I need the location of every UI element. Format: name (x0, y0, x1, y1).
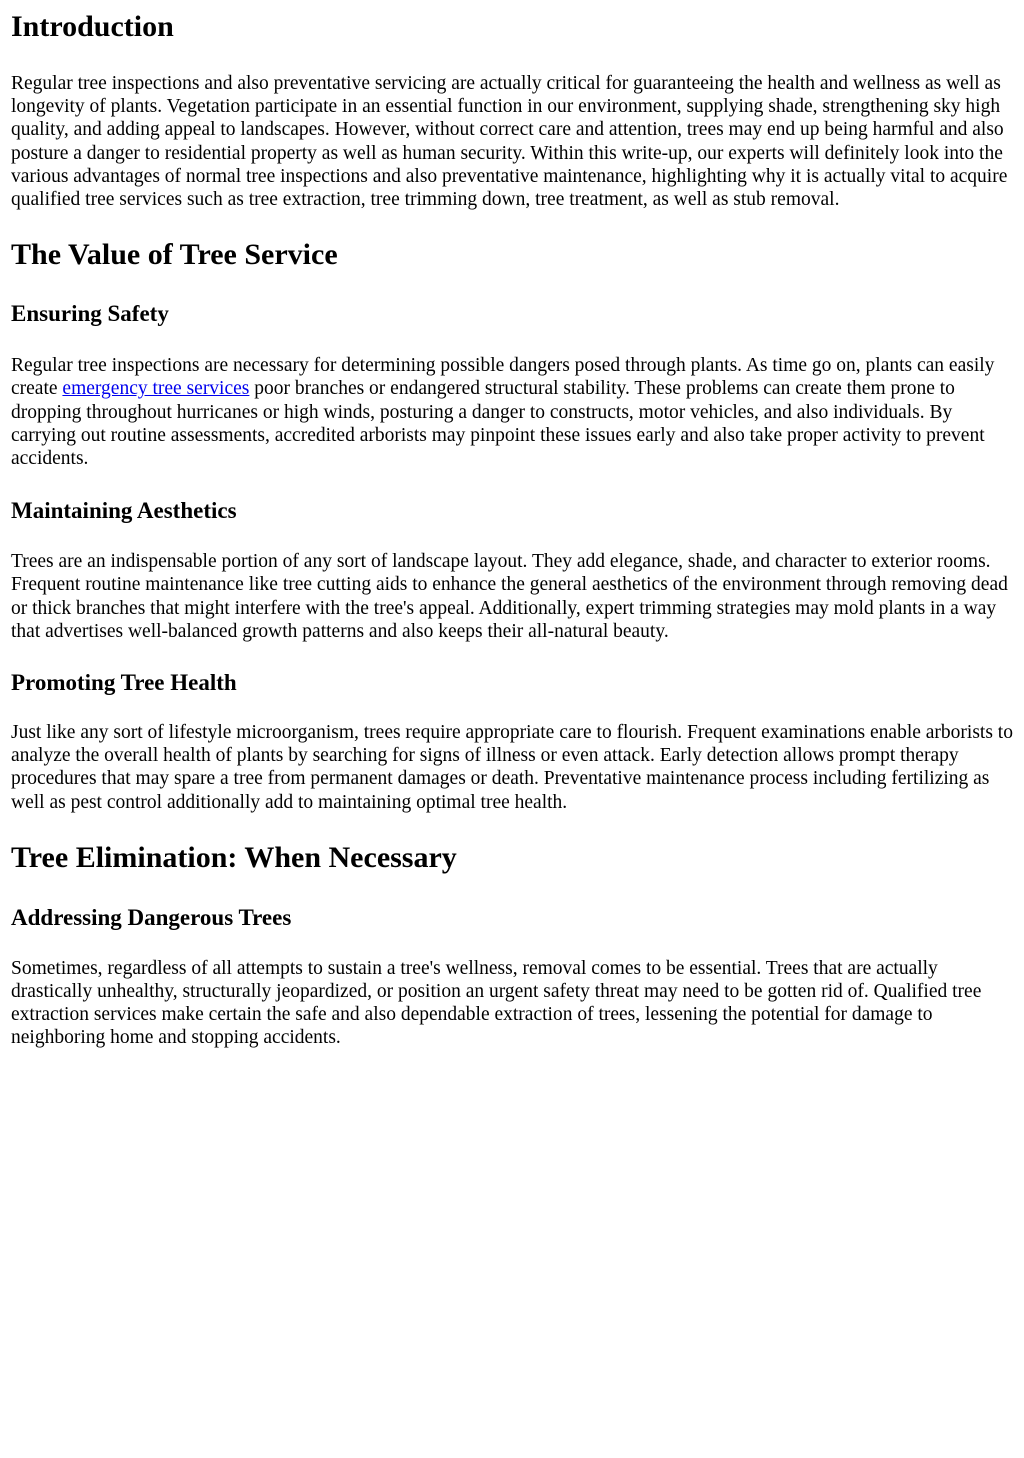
subheading-maintaining-aesthetics: Maintaining Aesthetics (11, 498, 237, 524)
paragraph-ensuring-safety (11, 354, 1014, 470)
subheading-promoting-tree-health: Promoting Tree Health (11, 670, 237, 696)
safety-text-after-link: poor branches or endangered structural stability. These problems can create them prone to dropping throughout hurricanes or high winds, posturing a danger to constructs, motor vehicles, and also individuals. By carrying out routine assessments, accredited arborists may pinpoint these issues early and also take proper activity to prevent accidents. (11, 378, 985, 470)
emergency-tree-services-link[interactable]: emergency tree services (62, 378, 250, 400)
subheading-ensuring-safety: Ensuring Safety (11, 301, 169, 327)
paragraph-maintaining-aesthetics: Trees are an indispensable portion of any sort of landscape layout. They add elegance, shade, and character to exterior rooms. Frequent routine maintenance like tree cutting aids to enhance the general aesthetics of the environment through removing dead or thick branches that might interfere with the tree's appeal. Additionally, expert trimming strategies may mold plants in a way that advertises well-balanced growth patterns and also keeps their all-natural beauty. (11, 551, 1008, 642)
paragraph-promoting-tree-health: Just like any sort of lifestyle microorganism, trees require appropriate care to flourish. Frequent examinations enable arborists to analyze the overall health of plants by searching for signs of illness or even attack. Early detection allows prompt therapy procedures that may spare a tree from permanent damages or death. Preventative maintenance process including fertilizing as well as pest control additionally add to maintaining optimal tree health. (11, 722, 1013, 813)
safety-text-before-link: Regular tree inspections are necessary for determining possible dangers posed through plants. As time go on, plants can easily create (11, 355, 995, 400)
heading-value-of-tree-service: The Value of Tree Service (11, 238, 338, 272)
heading-tree-elimination: Tree Elimination: When Necessary (11, 840, 457, 874)
paragraph-introduction: Regular tree inspections and also preventative servicing are actually critical for guaranteeing the health and wellness as well as longevity of plants. Vegetation participate in an essential function in our environment, supplying shade, strengthening sky high quality, and adding appeal to landscapes. However, without correct care and attention, trees may end up being harmful and also posture a danger to residential property as well as human security. Within this write-up, our experts will definitely look into the various advantages of normal tree inspections and also preventative maintenance, highlighting why it is actually vital to acquire qualified tree services such as tree extraction, tree trimming down, tree treatment, as well as stub removal. (11, 73, 1008, 211)
subheading-addressing-dangerous-trees: Addressing Dangerous Trees (11, 904, 292, 930)
article (0, 10, 1024, 1050)
paragraph-addressing-dangerous-trees: Sometimes, regardless of all attempts to sustain a tree's wellness, removal comes to be essential. Trees that are actually drastically unhealthy, structurally jeopardized, or position an urgent safety threat may need to be gotten rid of. Qualified tree extraction services make certain the safe and also dependable extraction of trees, lessening the potential for damage to neighboring home and stopping accidents. (11, 957, 982, 1049)
heading-introduction: Introduction (11, 10, 174, 43)
